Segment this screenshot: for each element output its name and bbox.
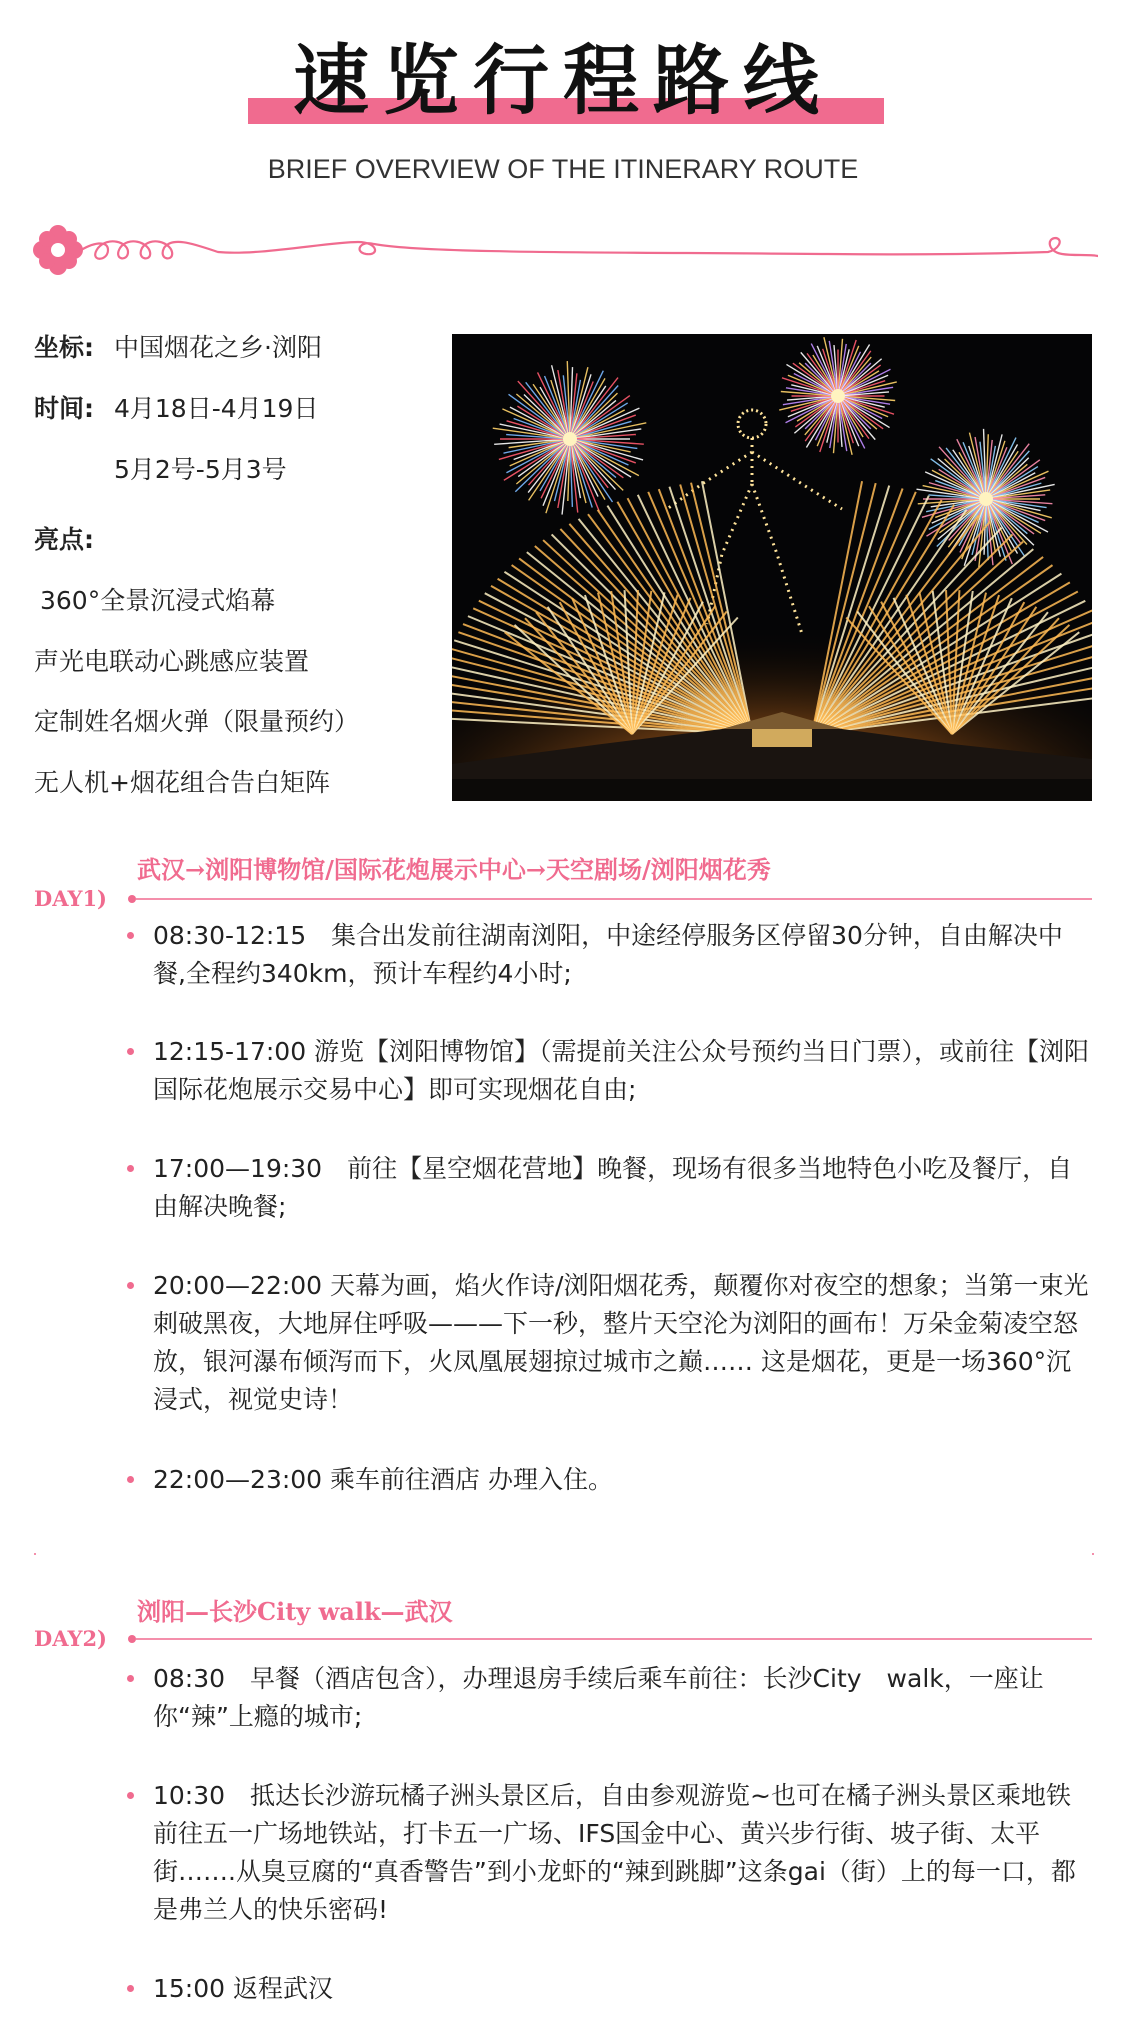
bullet-dot <box>127 1476 134 1483</box>
flower-icon <box>33 225 83 275</box>
time-value-1: 4月18日-4月19日 <box>114 394 319 423</box>
highlight-item: 360°全景沉浸式焰幕 <box>40 586 276 615</box>
fireworks-image <box>452 334 1092 801</box>
day2-item: 10:30 抵达长沙游玩橘子洲头景区后，自由参观游览~也可在橘子洲头景区乘地铁前往五一广场地铁站，打卡五一广场、IFS国金中心、黄兴步行街、坡子街、太平街…….从臭豆腐的“真香警告”到小龙虾的“辣到跳脚”这条gai（街）上的每一口，都是弗兰人的快乐密码! <box>153 1777 1093 1929</box>
bullet-dot <box>127 1792 134 1799</box>
day1-item: 17:00—19:30 前往【星空烟花营地】晚餐，现场有很多当地特色小吃及餐厅，自由解决晚餐; <box>153 1150 1093 1226</box>
day2-divider <box>136 1638 1092 1640</box>
bullet-dot <box>127 1048 134 1055</box>
bullet-dot <box>127 932 134 939</box>
highlight-item: 声光电联动心跳感应装置 <box>34 647 310 676</box>
day1-route-title: 武汉→浏阳博物馆/国际花炮展示中心→天空剧场/浏阳烟花秀 <box>137 855 771 884</box>
day2-item: 08:30 早餐（酒店包含），办理退房手续后乘车前往：长沙City walk，一座让你“辣”上瘾的城市; <box>153 1660 1093 1736</box>
time-value-2: 5月2号-5月3号 <box>114 455 287 484</box>
page-title: 速览行程路线 <box>293 36 833 125</box>
day1-item: 12:15-17:00 游览【浏阳博物馆】（需提前关注公众号预约当日门票），或前往【浏阳国际花炮展示交易中心】即可实现烟花自由; <box>153 1033 1093 1109</box>
location-value: 中国烟花之乡·浏阳 <box>114 333 322 362</box>
section-separator <box>34 1553 1094 1554</box>
day2-item: 15:00 返程武汉 <box>153 1970 1093 2008</box>
bullet-dot <box>127 1165 134 1172</box>
day1-item: 08:30-12:15 集合出发前往湖南浏阳，中途经停服务区停留30分钟，自由解决中餐,全程约340km，预计车程约4小时; <box>153 917 1093 993</box>
day1-item: 20:00—22:00 天幕为画，焰火作诗/浏阳烟花秀，颠覆你对夜空的想象；当第一束光刺破黑夜，大地屏住呼吸———下一秒，整片天空沦为浏阳的画布！万朵金菊凌空怒放，银河瀑布倾泻而下，火凤凰展翅掠过城市之巅…… 这是烟花，更是一场360°沉浸式，视觉史诗！ <box>153 1267 1093 1419</box>
bullet-dot <box>127 1282 134 1289</box>
day1-dot <box>128 895 136 903</box>
time-row <box>34 392 319 426</box>
page-subtitle: BRIEF OVERVIEW OF THE ITINERARY ROUTE <box>267 154 859 184</box>
bullet-dot <box>127 1675 134 1682</box>
day2-dot <box>128 1635 136 1643</box>
highlight-item: 定制姓名烟火弹（限量预约） <box>34 707 360 736</box>
location-row <box>34 331 322 365</box>
day1-item: 22:00—23:00 乘车前往酒店 办理入住。 <box>153 1461 1093 1499</box>
header <box>0 26 1126 136</box>
day1-label: DAY1) <box>34 886 107 911</box>
day2-label: DAY2) <box>34 1626 107 1651</box>
bullet-dot <box>127 1985 134 1992</box>
day1-divider <box>136 898 1092 900</box>
highlight-item: 无人机+烟花组合告白矩阵 <box>34 768 330 797</box>
ribbon-flower-decoration <box>28 222 1098 282</box>
location-label: 坐标: <box>34 333 94 362</box>
day2-route-title: 浏阳—长沙City walk—武汉 <box>137 1597 453 1626</box>
highlights-label: 亮点: <box>34 525 94 554</box>
time-label: 时间: <box>34 394 94 423</box>
fireworks-photo <box>452 334 1092 801</box>
